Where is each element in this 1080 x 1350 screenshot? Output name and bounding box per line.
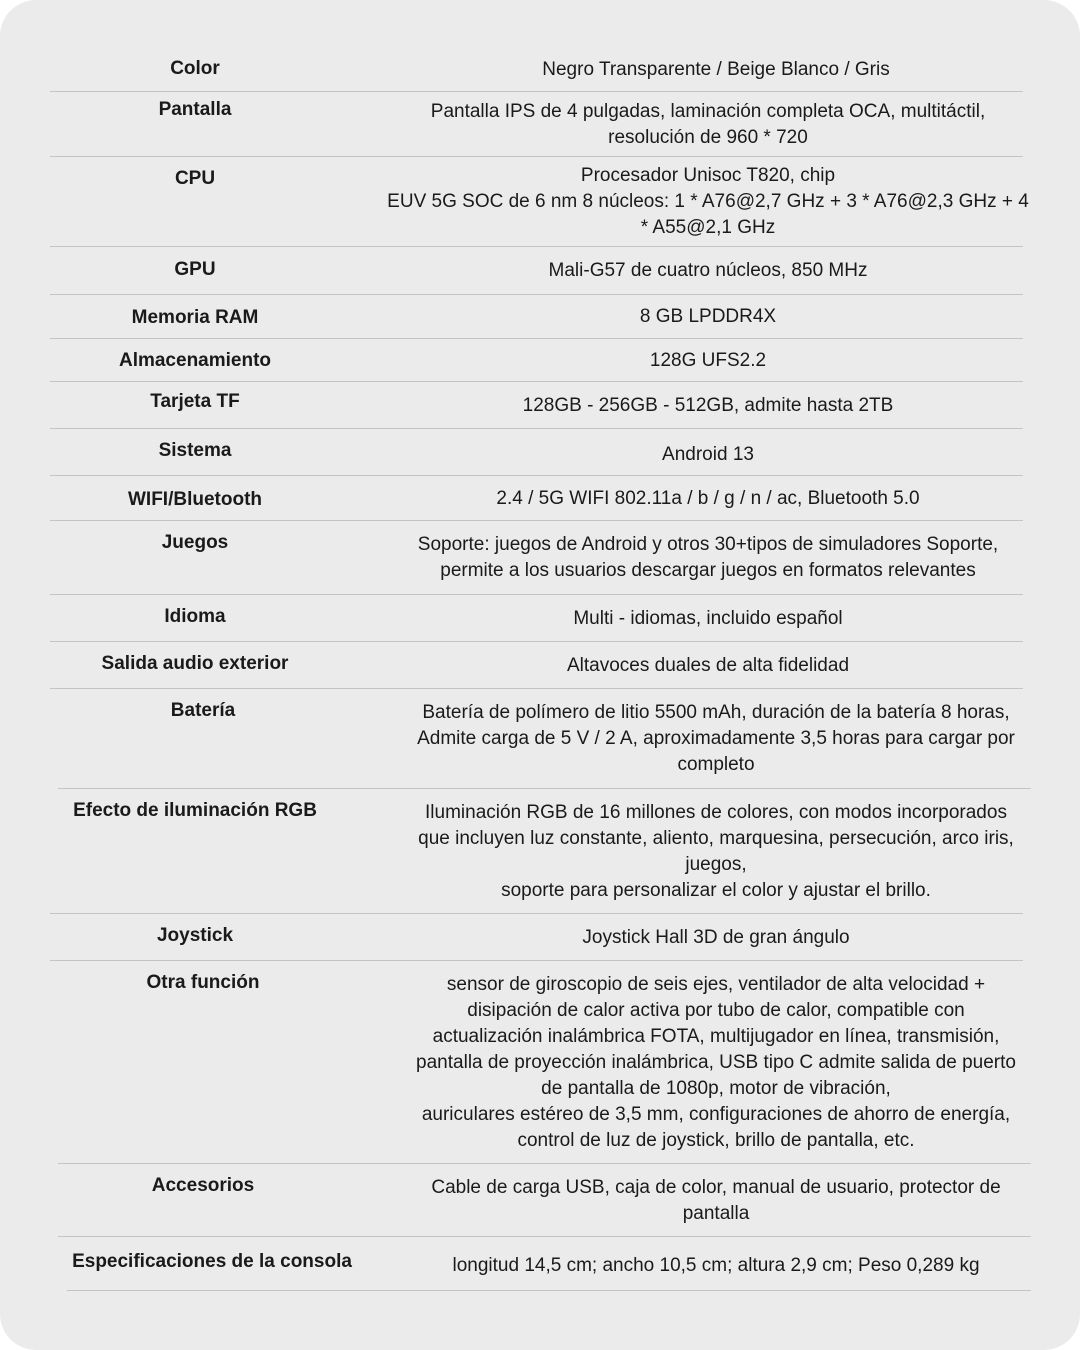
spec-label: Sistema <box>158 440 232 461</box>
spec-label: Pantalla <box>158 99 232 120</box>
spec-label: CPU <box>174 168 216 189</box>
spec-value: 128GB - 256GB - 512GB, admite hasta 2TB <box>522 394 894 416</box>
spec-row-sistema <box>50 429 1023 476</box>
spec-row-ram <box>50 295 1023 339</box>
spec-label: Idioma <box>164 606 226 627</box>
spec-label: WIFI/Bluetooth <box>127 489 263 510</box>
spec-value: Iluminación RGB de 16 millones de colores, con modos incorporados que incluyen luz constante, aliento, marquesina, persecución, arco iris, juegos, soporte para personalizar el color y ajustar el brillo. <box>418 801 1014 901</box>
spec-value: 2.4 / 5G WIFI 802.11a / b / g / n / ac, Bluetooth 5.0 <box>496 487 920 509</box>
spec-label: Color <box>170 58 220 79</box>
spec-value: Cable de carga USB, caja de color, manual de usuario, protector de pantalla <box>431 1176 1001 1224</box>
spec-row-otra-funcion <box>58 961 1031 1164</box>
spec-row-idioma <box>50 595 1023 642</box>
spec-value: Mali-G57 de cuatro núcleos, 850 MHz <box>548 260 868 281</box>
spec-row-joystick <box>50 914 1023 961</box>
spec-label: GPU <box>174 259 216 280</box>
spec-value: Negro Transparente / Beige Blanco / Gris <box>542 59 890 80</box>
spec-label: Memoria RAM <box>131 307 259 328</box>
spec-row-salida-audio <box>50 642 1023 689</box>
spec-label: Accesorios <box>151 1175 255 1196</box>
spec-label: Joystick <box>156 925 234 946</box>
spec-value: Altavoces duales de alta fidelidad <box>566 654 850 676</box>
spec-label: Batería <box>170 700 236 721</box>
spec-label: Otra función <box>146 972 260 993</box>
spec-row-consola <box>67 1237 1031 1291</box>
spec-row-tarjeta-tf <box>50 382 1023 429</box>
spec-value: Pantalla IPS de 4 pulgadas, laminación completa OCA, multitáctil, resolución de 960 * 720 <box>430 100 986 148</box>
spec-value: Batería de polímero de litio 5500 mAh, duración de la batería 8 horas, Admite carga de 5 V / 2 A, aproximadamente 3,5 horas para cargar por completo <box>417 702 1015 775</box>
spec-row-accesorios <box>58 1164 1031 1237</box>
spec-row-juegos <box>50 521 1023 595</box>
spec-row-bateria <box>58 689 1031 789</box>
spec-label: Especificaciones de la consola <box>72 1251 352 1272</box>
spec-row-cpu <box>50 157 1029 247</box>
spec-value: 8 GB LPDDR4X <box>639 306 777 327</box>
spec-row-wifi-bluetooth <box>50 476 1023 521</box>
spec-row-almacenamiento <box>50 339 1023 382</box>
spec-row-pantalla <box>50 92 1023 157</box>
spec-value: Procesador Unisoc T820, chip EUV 5G SOC de 6 nm 8 núcleos: 1 * A76@2,7 GHz + 3 * A76@2,3 GHz + 4 * A55@2,1 GHz <box>387 165 1029 238</box>
spec-value: Soporte: juegos de Android y otros 30+tipos de simuladores Soporte, permite a los usuarios descargar juegos en formatos relevantes <box>417 534 999 581</box>
spec-row-color <box>50 48 1023 92</box>
spec-row-gpu <box>50 247 1023 295</box>
spec-value: 128G UFS2.2 <box>649 349 767 371</box>
spec-value: sensor de giroscopio de seis ejes, ventilador de alta velocidad + disipación de calor activa por tubo de calor, compatible con actualización inalámbrica FOTA, multijugador en línea, transmisión, pantalla de proyección inalámbrica, USB tipo C admite salida de puerto de pantalla de 1080p, motor de vibración, auriculares estéreo de 3,5 mm, configuraciones de ahorro de energía, control de luz de joystick, brillo de pantalla, etc. <box>416 973 1016 1151</box>
spec-label: Salida audio exterior <box>101 653 289 674</box>
spec-label: Almacenamiento <box>118 350 272 371</box>
spec-label: Juegos <box>161 532 229 553</box>
spec-value: Joystick Hall 3D de gran ángulo <box>582 926 850 948</box>
spec-value: Multi - idiomas, incluido español <box>573 607 843 629</box>
spec-value: longitud 14,5 cm; ancho 10,5 cm; altura 2,9 cm; Peso 0,289 kg <box>452 1255 980 1276</box>
spec-value: Android 13 <box>662 443 754 465</box>
spec-label: Tarjeta TF <box>150 391 240 412</box>
spec-label: Efecto de iluminación RGB <box>73 800 317 821</box>
spec-row-rgb <box>50 789 1023 914</box>
